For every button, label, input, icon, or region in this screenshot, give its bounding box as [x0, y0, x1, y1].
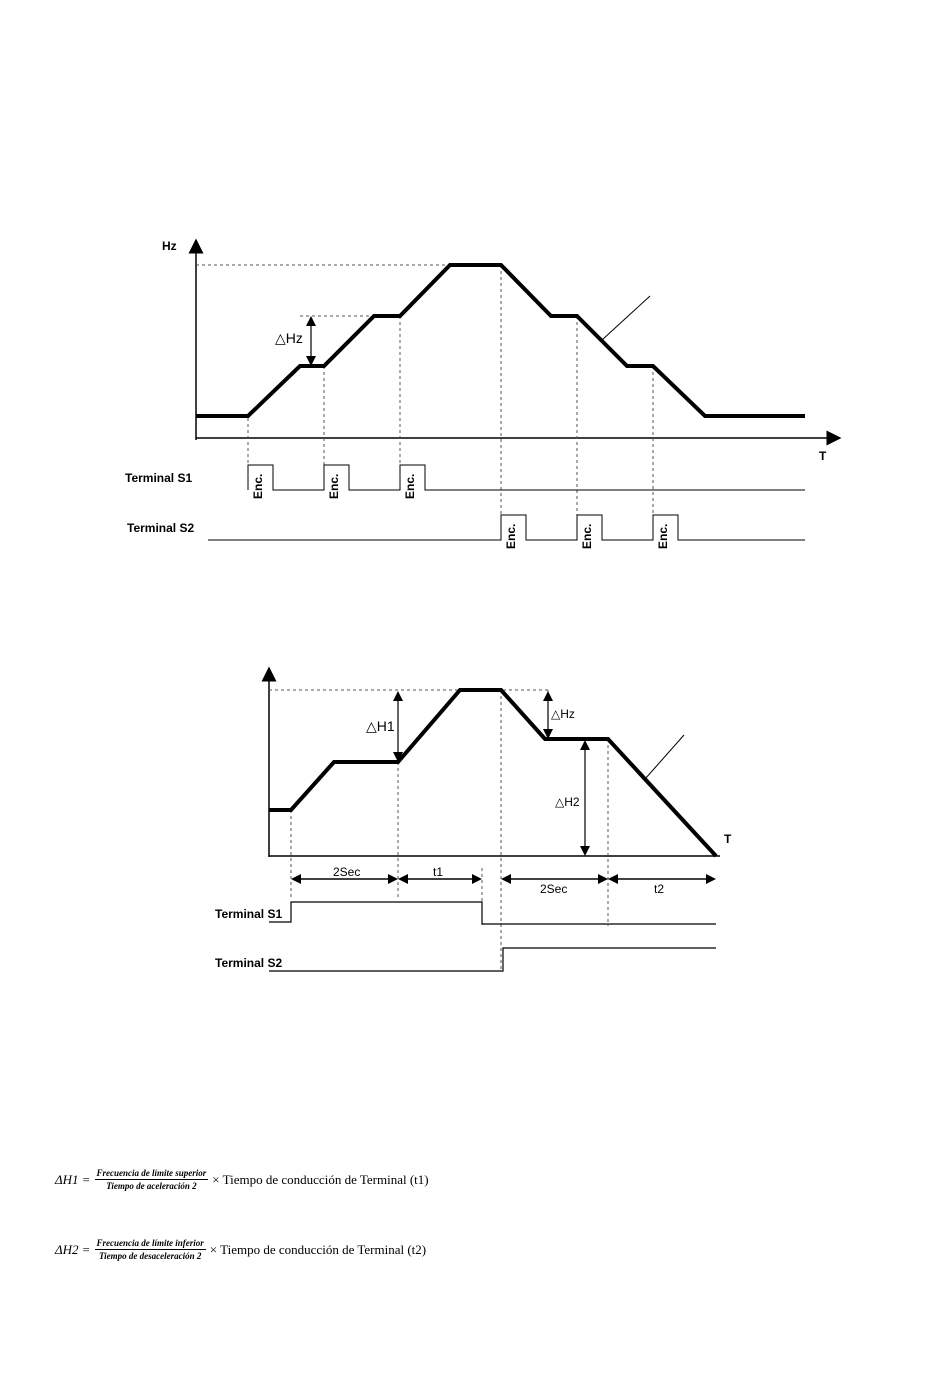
d2-s2-signal	[269, 948, 716, 971]
formula-2-lhs: ΔH2 =	[55, 1241, 91, 1257]
d2-delta-h2-label: △H2	[555, 795, 580, 809]
formula-delta-h1	[55, 1168, 429, 1191]
d2-x-axis-label: T	[724, 832, 732, 846]
formula-2-fraction	[95, 1238, 206, 1261]
d1-y-axis-label: Hz	[162, 239, 177, 253]
formula-1-rhs: × Tiempo de conducción de Terminal (t1)	[212, 1171, 429, 1187]
formula-delta-h2	[55, 1238, 426, 1261]
d2-interval-t2: t2	[654, 882, 665, 896]
d1-pointer-line	[602, 296, 650, 340]
formula-1-fraction	[95, 1168, 209, 1191]
d1-delta-label: △Hz	[275, 330, 303, 346]
d1-s2-pulse-3: Enc.	[656, 523, 670, 549]
formula-1-numerator: Frecuencia de límite superior	[96, 1168, 207, 1178]
d1-x-axis-label: T	[819, 449, 827, 463]
d2-frequency-curve	[269, 690, 716, 856]
d2-interval-2sec-a: 2Sec	[333, 865, 361, 879]
d1-s1-pulse-2: Enc.	[327, 473, 341, 499]
formula-2-rhs: × Tiempo de conducción de Terminal (t2)	[209, 1241, 427, 1257]
d2-s1-signal	[269, 902, 716, 924]
formula-1-lhs: ΔH1 =	[55, 1171, 91, 1187]
d1-s2-pulse-1: Enc.	[504, 523, 518, 549]
d2-interval-t1: t1	[433, 865, 444, 879]
d1-s1-pulse-1: Enc.	[251, 473, 265, 499]
d1-terminal-s2-label: Terminal S2	[127, 521, 195, 535]
d2-guides	[269, 690, 608, 970]
formula-2-denominator: Tiempo de desaceleración 2	[98, 1251, 202, 1261]
diagram2	[215, 668, 732, 971]
d1-s2-pulse-2: Enc.	[580, 523, 594, 549]
formula-1-denominator: Tiempo de aceleración 2	[106, 1181, 197, 1191]
d2-terminal-s1-label: Terminal S1	[215, 907, 283, 921]
d2-terminal-s2-label: Terminal S2	[215, 956, 283, 970]
d1-terminal-s1-label: Terminal S1	[125, 471, 193, 485]
d2-delta-hz-label: △Hz	[551, 707, 575, 721]
formula-2-numerator: Frecuencia de límite inferior	[96, 1238, 204, 1248]
d1-s1-pulse-3: Enc.	[403, 473, 417, 499]
d2-pointer-line	[645, 735, 684, 779]
d2-delta-h1-label: △H1	[366, 718, 395, 734]
d2-interval-2sec-b: 2Sec	[540, 882, 568, 896]
diagram1	[125, 239, 840, 549]
